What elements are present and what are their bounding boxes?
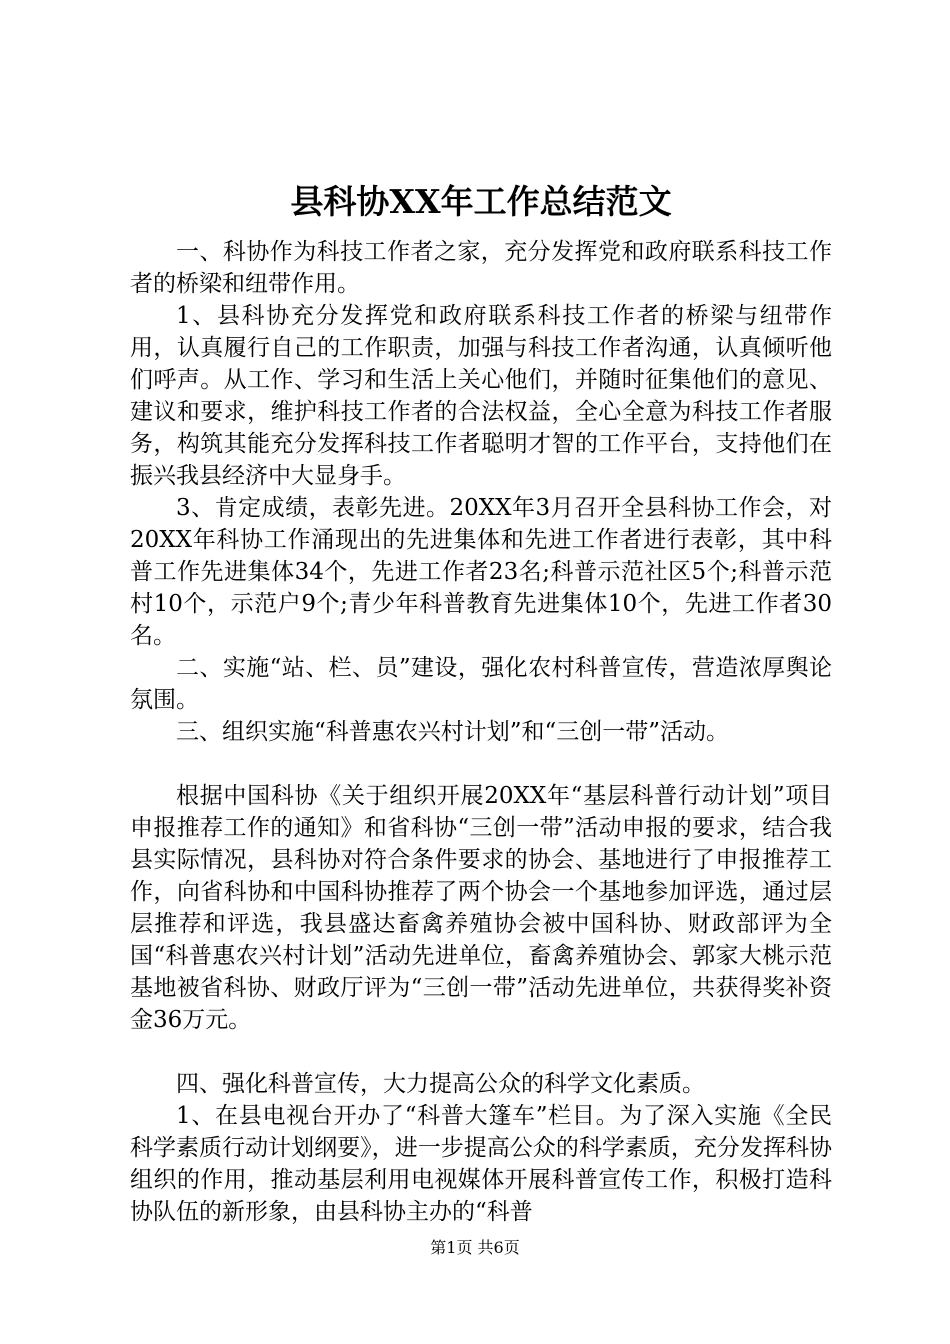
document-body: [130, 180, 832, 1228]
paragraph-section-2: 二、实施“站、栏、员”建设，强化农村科普宣传，营造浓厚舆论氛围。: [130, 655, 832, 713]
paragraph-spacer: [130, 748, 832, 780]
paragraph-item-3: 3、肯定成绩，表彰先进。20XX年3月召开全县科协工作会，对20XX年科协工作涌现出的先进集体和先进工作者进行表彰，其中科普工作先进集体34个，先进工作者23名;科普示范社区5个;科普示范村10个，示范户9个;青少年科普教育先进集体10个，先进工作者30名。: [130, 495, 832, 649]
paragraph-section-3: 三、组织实施“科普惠农兴村计划”和“三创一带”活动。: [176, 719, 730, 745]
document-title: 县科协XX年工作总结范文: [290, 182, 672, 221]
paragraph-item-1: 1、县科协充分发挥党和政府联系科技工作者的桥梁与纽带作用，认真履行自己的工作职责，加强与科技工作者沟通，认真倾听他们呼声。从工作、学习和生活上关心他们，并随时征集他们的意见、建议和要求，维护科技工作者的合法权益，全心全意为科技工作者服务，构筑其能充分发挥科技工作者聪明才智的工作平台，支持他们在振兴我县经济中大显身手。: [130, 303, 832, 489]
paragraph-section-4-item-1: 1、在县电视台开办了“科普大篷车”栏目。为了深入实施《全民科学素质行动计划纲要》，进一步提高公众的科学素质，充分发挥科协组织的作用，推动基层利用电视媒体开展科普宣传工作，积极打造科协队伍的新形象，由县科协主办的“科普: [130, 1103, 832, 1225]
paragraph-section-3-detail: 根据中国科协《关于组织开展20XX年“基层科普行动计划”项目申报推荐工作的通知》和省科协“三创一带”活动申报的要求，结合我县实际情况，县科协对符合条件要求的协会、基地进行了申报推荐工作，向省科协和中国科协推荐了两个协会一个基地参加评选，通过层层推荐和评选，我县盛达畜禽养殖协会被中国科协、财政部评为全国“科普惠农兴村计划”活动先进单位，畜禽养殖协会、郭家大桃示范基地被省科协、财政厅评为“三创一带”活动先进单位，共获得奖补资金36万元。: [130, 783, 832, 1033]
paragraph-section-1: 一、科协作为科技工作者之家，充分发挥党和政府联系科技工作者的桥梁和纽带作用。: [130, 239, 832, 297]
page-indicator: 第1页 共6页: [430, 1238, 520, 1257]
paragraph-spacer: [130, 1036, 832, 1068]
paragraph-section-4: 四、强化科普宣传，大力提高公众的科学文化素质。: [176, 1071, 705, 1097]
